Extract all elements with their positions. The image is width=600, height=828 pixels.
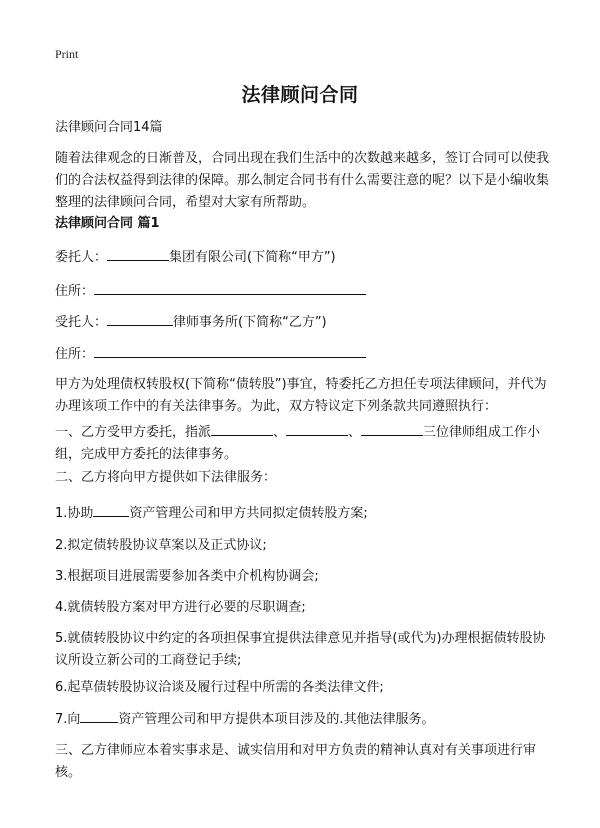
item7-suffix: 资产管理公司和甲方提供本项目涉及的.其他法律服务。 [118,712,435,727]
service-item-3: 3.根据项目进展需要参加各类中介机构协调会; [55,569,319,584]
clause1-suffix: 三位律师组成工作小组，完成甲方委托的法律事务。 [55,425,541,462]
service-item-1 [55,502,550,525]
service-item-4: 4.就债转股方案对甲方进行必要的尽职调查; [55,600,306,615]
service-item-6: 6.起草债转股协议洽谈及履行过程中所需的各类法律文件; [55,680,384,695]
trustee-label: 受托人： [55,315,108,330]
client-blank [107,246,169,261]
page-title: 法律顾问合同 [241,84,359,106]
item1-prefix: 1.协助 [55,506,94,521]
lawyer-blank-3 [361,421,423,436]
preamble-paragraph: 甲方为处理债权转股权(下简称“债转股”)事宜，特委托乙方担任专项法律顾问，并代为办理该项工作中的有关法律事务。为此，双方特议定下列条款共同遵照执行： [55,377,547,414]
item1-suffix: 资产管理公司和甲方共同拟定债转股方案; [129,506,368,521]
lawyer-blank-2 [286,421,348,436]
client-address-line [55,280,550,303]
client-suffix: 集团有限公司(下简称“甲方”) [169,250,336,265]
address-label-2: 住所： [55,347,95,362]
document-subtitle: 法律顾问合同14篇 [55,120,163,135]
clause-3: 三、乙方律师应本着实事求是、诚实信用和对甲方负责的精神认真对有关事项进行审核。 [55,743,537,780]
section-heading: 法律顾问合同 篇1 [55,216,160,231]
clause1-sep-1: 、 [273,425,287,440]
item7-prefix: 7.向 [55,712,81,727]
trustee-address-blank [94,343,366,358]
clause1-prefix: 一、乙方受甲方委托，指派 [55,425,212,440]
clause-1 [55,421,550,466]
client-label: 委托人： [55,250,108,265]
trustee-address-line [55,343,550,366]
trustee-blank [107,311,173,326]
lawyer-blank-1 [211,421,273,436]
clause-2: 二、乙方将向甲方提供如下法律服务： [55,470,277,485]
item7-blank [80,708,118,723]
clause1-sep-2: 、 [348,425,362,440]
print-link[interactable]: Print [55,47,79,61]
address-label: 住所： [55,284,95,299]
trustee-line [55,311,550,334]
intro-paragraph: 随着法律观念的日渐普及，合同出现在我们生活中的次数越来越多，签订合同可以使我们的合法权益得到法律的保障。那么制定合同书有什么需要注意的呢？以下是小编收集整理的法律顾问合同，希望对大家有所帮助。 [55,151,550,210]
service-item-5: 5.就债转股协议中约定的各项担保事宜提供法律意见并指导(或代为)办理根据债转股协议所设立新公司的工商登记手续; [55,631,546,668]
trustee-suffix: 律师事务所(下简称“乙方”) [173,315,327,330]
service-item-2: 2.拟定债转股协议草案以及正式协议; [55,538,267,553]
client-line [55,246,550,269]
item1-blank [93,502,129,517]
client-address-blank [94,280,366,295]
service-item-7 [55,708,550,731]
